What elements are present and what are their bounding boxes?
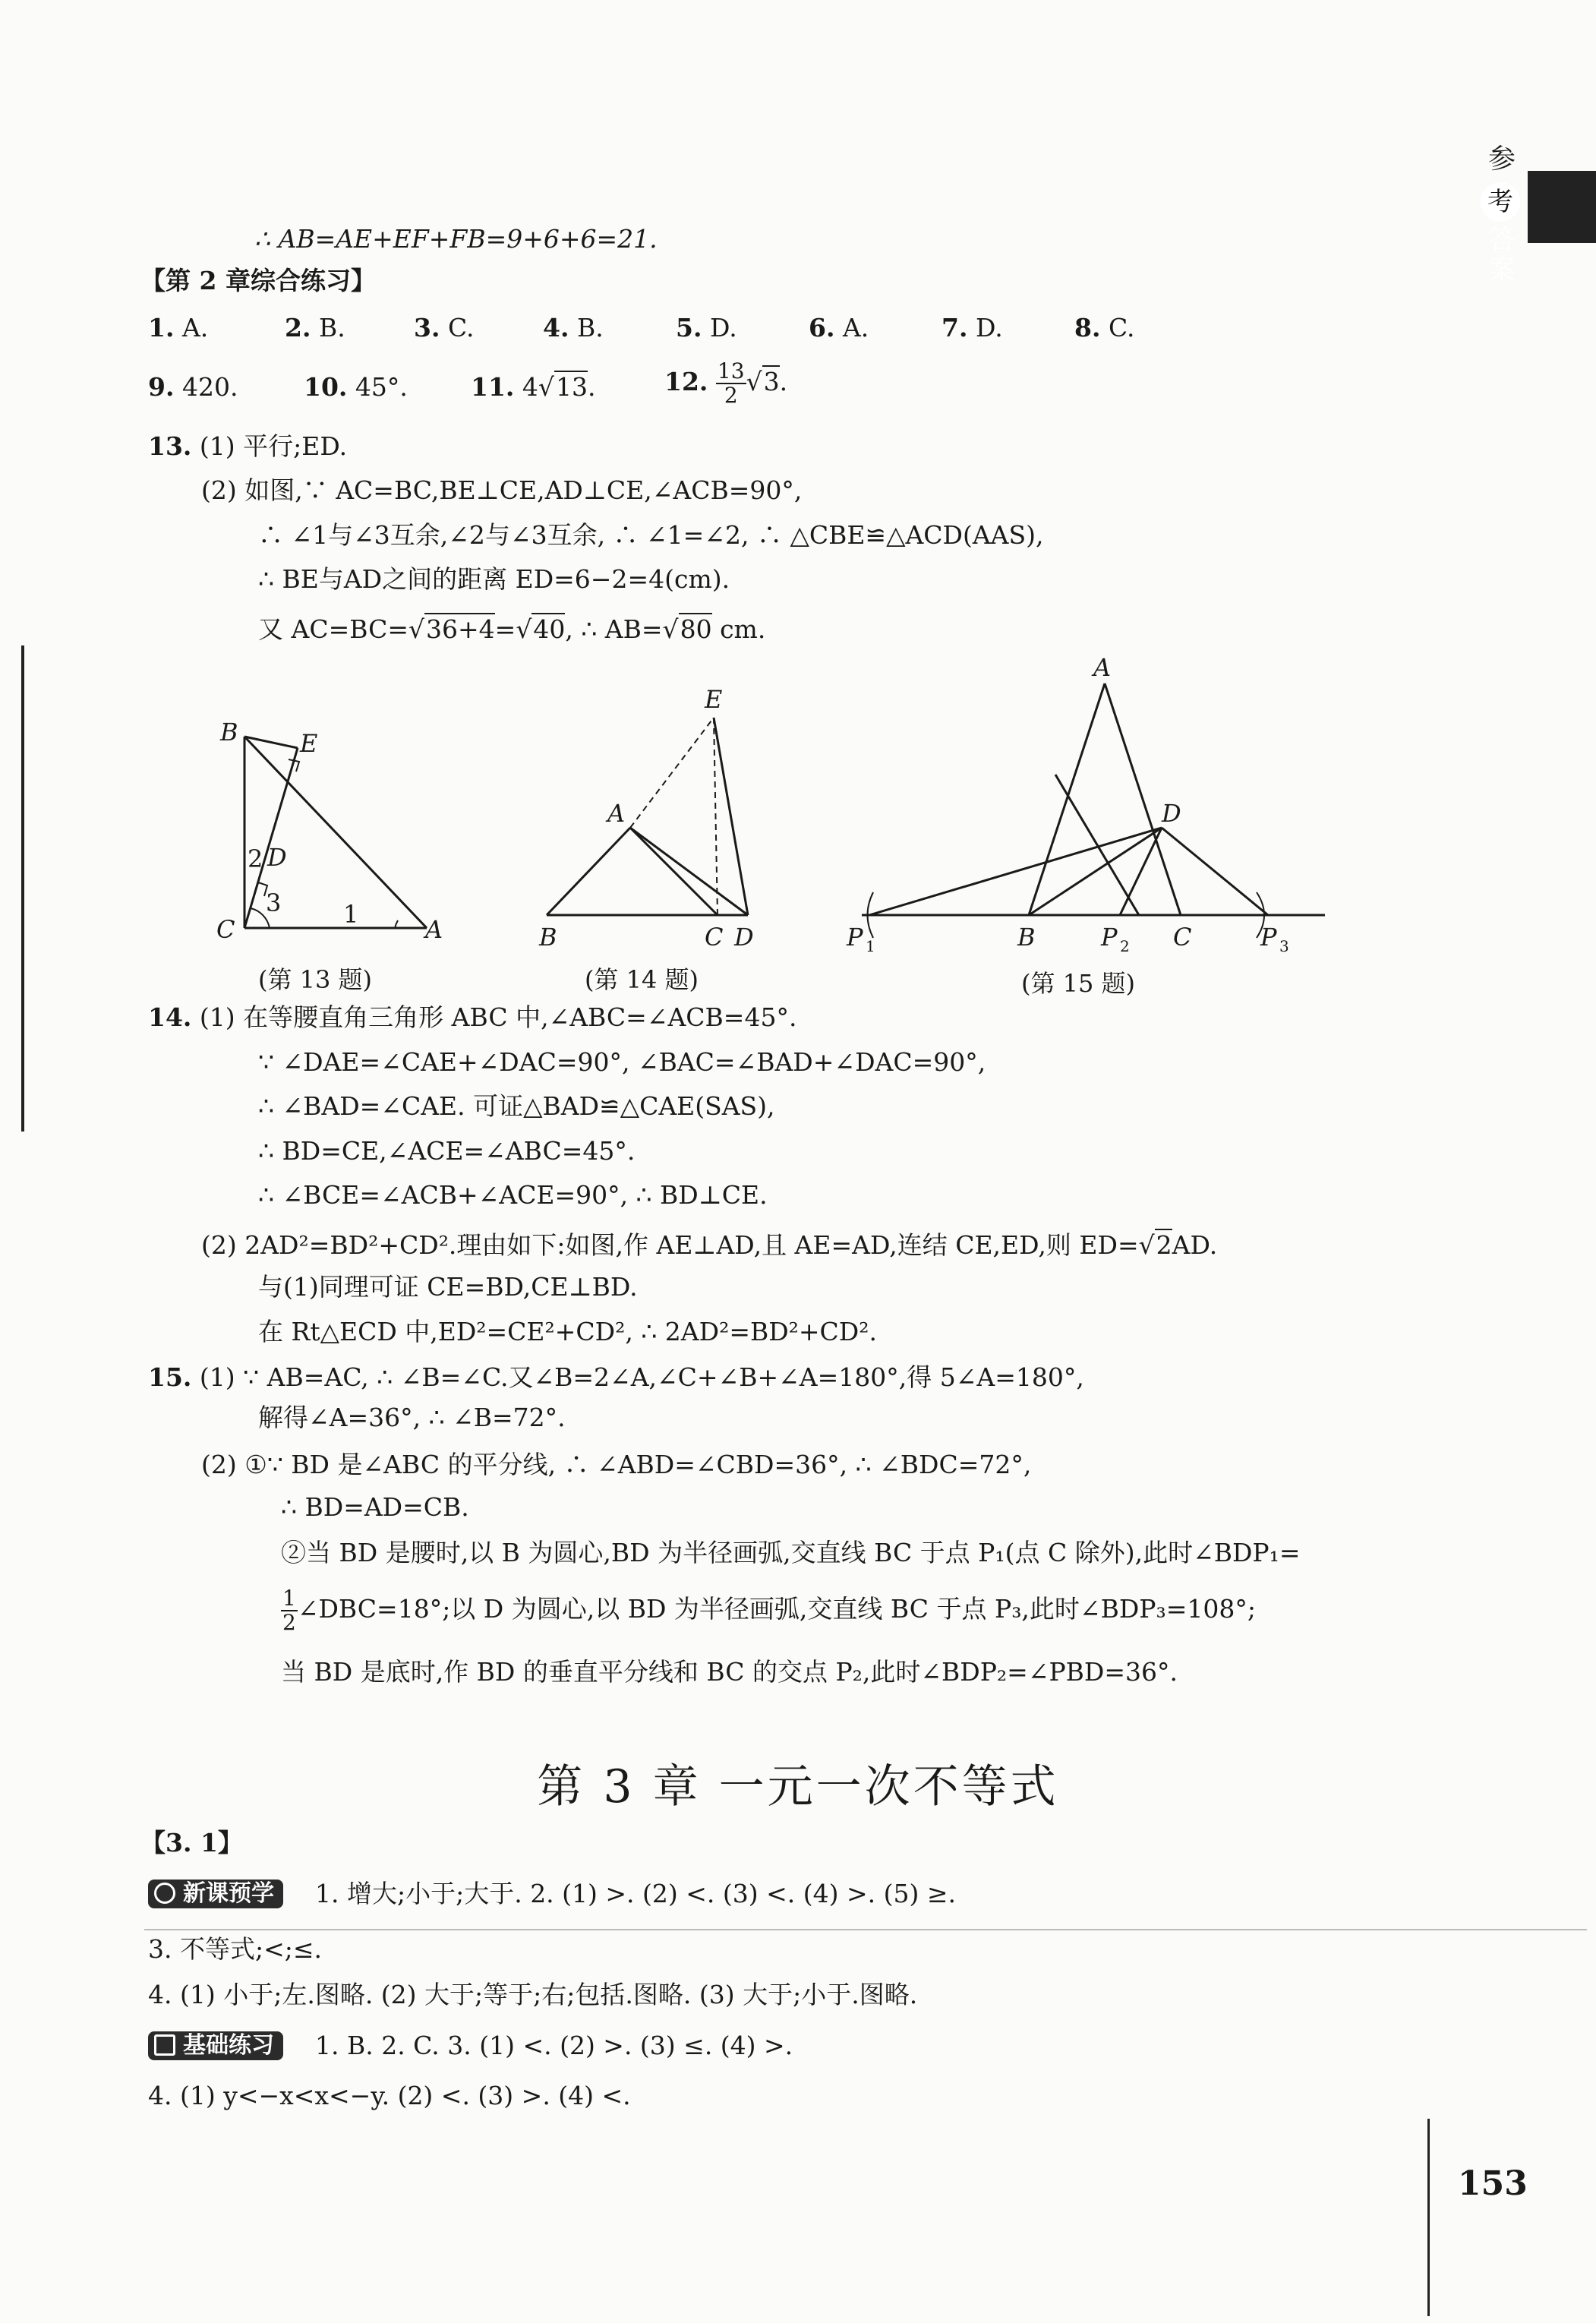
mc-answer: B. <box>318 313 345 342</box>
label-P2-sub: 2 <box>1120 937 1130 955</box>
label-C: C <box>705 923 724 952</box>
side-char-1: 参 <box>1488 144 1516 175</box>
mc-answer: B. <box>576 313 604 342</box>
q15-line1 <box>148 1361 1084 1394</box>
q12-numerator: 13 <box>717 358 745 383</box>
q15-fraction <box>281 1587 298 1634</box>
side-tab <box>1528 171 1596 243</box>
q14-line7: 与(1)同理可证 CE=BD,CE⊥BD. <box>258 1272 638 1302</box>
label-B: B <box>220 718 238 746</box>
q15-numerator: 1 <box>282 1586 296 1611</box>
mc-answer: D. <box>709 313 737 342</box>
mc-answer: C. <box>447 313 475 342</box>
label-P1-sub: 1 <box>866 937 875 955</box>
q15-line7: 当 BD 是底时,作 BD 的垂直平分线和 BC 的交点 P₂,此时∠BDP₂=∠PBD=36°. <box>281 1657 1178 1687</box>
q12-denominator: 2 <box>724 383 738 408</box>
mc-num: 7. <box>942 313 968 342</box>
caption-13: (第 13 题) <box>258 965 373 994</box>
q15-line6 <box>281 1587 1256 1634</box>
label-A: A <box>607 799 626 828</box>
side-char-3: 答 <box>1488 224 1516 255</box>
label-A: A <box>1093 653 1112 682</box>
label-P2: P <box>1101 923 1118 952</box>
q14-line6: (2) 2AD²=BD²+CD².理由如下:如图,作 AE⊥AD,且 AE=AD,连结 CE,ED,则 ED=√2AD. <box>201 1230 1218 1260</box>
s31-line2: 3. 不等式;<;≤. <box>148 1934 323 1964</box>
mc-num: 6. <box>809 313 835 342</box>
q13-l5-radicand2: 40 <box>533 614 566 644</box>
mc-num: 5. <box>676 313 702 342</box>
q14-line8: 在 Rt△ECD 中,ED²=CE²+CD², ∴ 2AD²=BD²+CD². <box>258 1317 877 1346</box>
label-C: C <box>216 915 235 944</box>
q11-num: 11. <box>471 372 515 402</box>
q14-line2: ∵ ∠DAE=∠CAE+∠DAC=90°, ∠BAC=∠BAD+∠DAC=90°, <box>258 1047 986 1077</box>
q15-line3: (2) ①∵ BD 是∠ABC 的平分线, ∴ ∠ABD=∠CBD=36°, ∴ ∠BDC=72°, <box>201 1450 1032 1479</box>
mc-answer: A. <box>181 313 209 342</box>
section-3-1: 【3. 1】 <box>140 1828 243 1857</box>
s31-line3: 4. (1) 小于;左.图略. (2) 大于;等于;右;包括.图略. (3) 大于;小于.图略. <box>148 1980 918 2009</box>
label-P3-sub: 3 <box>1279 937 1289 955</box>
mc-answer: D. <box>975 313 1003 342</box>
badge-basic-label: 基础练习 <box>183 2032 274 2059</box>
mc-num: 2. <box>285 313 311 342</box>
chapter-title: 第 3 章 一元一次不等式 <box>537 1760 1059 1813</box>
caption-15: (第 15 题) <box>1021 969 1136 998</box>
q13-num: 13. <box>148 431 192 461</box>
q12-num: 12. <box>664 367 708 396</box>
angle-1: 1 <box>343 900 359 929</box>
label-B: B <box>539 923 557 952</box>
label-D: D <box>1162 799 1181 828</box>
label-P1: P <box>847 923 863 952</box>
q14-line5: ∴ ∠BCE=∠ACB+∠ACE=90°, ∴ BD⊥CE. <box>258 1180 768 1210</box>
q10-answer: 45°. <box>355 372 408 402</box>
badge-basic <box>148 2031 283 2060</box>
mc-num: 1. <box>148 313 175 342</box>
label-E: E <box>300 729 318 758</box>
mc-answer: A. <box>842 313 869 342</box>
q15-num: 15. <box>148 1362 192 1392</box>
mc-num: 3. <box>414 313 440 342</box>
side-char-2: 考 <box>1481 182 1520 222</box>
label-C: C <box>1173 923 1192 952</box>
page-number: 153 <box>1458 2164 1528 2203</box>
caption-14: (第 14 题) <box>585 965 699 994</box>
q11-coef: 4 <box>522 372 538 402</box>
q14-line3: ∴ ∠BAD=∠CAE. 可证△BAD≌△CAE(SAS), <box>258 1091 775 1121</box>
figures <box>0 653 1367 957</box>
mc-num: 8. <box>1074 313 1101 342</box>
section-title-ch2: 【第 2 章综合练习】 <box>140 266 376 295</box>
label-E: E <box>705 685 723 714</box>
badge-preview-label: 新课预学 <box>183 1880 274 1907</box>
q14-part1: (1) 在等腰直角三角形 ABC 中,∠ABC=∠ACB=45°. <box>199 1002 797 1032</box>
angle-2: 2 <box>248 844 263 873</box>
figure-14-labels <box>538 685 754 952</box>
mc-answer: C. <box>1108 313 1135 342</box>
top-line: ∴ AB=AE+EF+FB=9+6+6=21. <box>254 224 658 254</box>
q13-line5: 又 AC=BC=√36+4=√40, ∴ AB=√80 cm. <box>258 614 766 644</box>
q15-line2: 解得∠A=36°, ∴ ∠B=72°. <box>258 1403 566 1432</box>
q12-radicand: 3 <box>763 367 780 396</box>
q13-line3: ∴ ∠1与∠3互余,∠2与∠3互余, ∴ ∠1=∠2, ∴ △CBE≌△ACD(AAS), <box>258 520 1044 550</box>
s31-line4: 1. B. 2. C. 3. (1) <. (2) >. (3) ≤. (4) >. <box>315 2031 793 2060</box>
q13-l5-unit: cm. <box>711 614 766 644</box>
q13-l5-radicand3: 80 <box>680 614 712 644</box>
q13-l5-text: 又 AC=BC= <box>258 614 408 644</box>
page-bar <box>1427 2119 1430 2316</box>
q14-num: 14. <box>148 1002 192 1032</box>
s31-line1: 1. 增大;小于;大于. 2. (1) >. (2) <. (3) <. (4) >. (5) ≥. <box>315 1879 956 1908</box>
q13-l5-radicand1: 36+4 <box>426 614 495 644</box>
figure-15-labels <box>846 653 1289 955</box>
q14-line4: ∴ BD=CE,∠ACE=∠ABC=45°. <box>258 1136 636 1166</box>
label-D: D <box>267 843 287 872</box>
q14-l6-radicand: 2 <box>1156 1230 1172 1260</box>
divider <box>144 1929 1587 1930</box>
label-D: D <box>734 923 754 952</box>
q14-line1 <box>148 1001 796 1034</box>
q15-line4: ∴ BD=AD=CB. <box>281 1492 469 1522</box>
q9-answer: 420. <box>181 372 238 402</box>
q15-part1: (1) ∵ AB=AC, ∴ ∠B=∠C.又∠B=2∠A,∠C+∠B+∠A=180°,得 5∠A=180°, <box>199 1362 1084 1392</box>
side-char-4: 案 <box>1488 254 1516 286</box>
q11-radicand: 13 <box>555 372 588 402</box>
q9-num: 9. <box>148 372 175 402</box>
q10-num: 10. <box>304 372 348 402</box>
mc-num: 4. <box>543 313 569 342</box>
q15-l6-text: ∠DBC=18°;以 D 为圆心,以 BD 为半径画弧,交直线 BC 于点 P₃,此时∠BDP₃=108°; <box>297 1594 1256 1624</box>
s31-line5: 4. (1) y<−x<x<−y. (2) <. (3) >. (4) <. <box>148 2081 631 2110</box>
q12-fraction <box>716 360 746 407</box>
q14-l6-end: AD. <box>1172 1230 1218 1260</box>
q14-l6-text: (2) 2AD²=BD²+CD².理由如下:如图,作 AE⊥AD,且 AE=AD,连结 CE,ED,则 ED= <box>201 1230 1139 1260</box>
q13-part1: (1) 平行;ED. <box>199 431 348 461</box>
q13-line2: (2) 如图,∵ AC=BC,BE⊥CE,AD⊥CE,∠ACB=90°, <box>201 475 803 505</box>
book-icon <box>154 2034 175 2056</box>
figure-14 <box>547 718 748 915</box>
q15-line5: ②当 BD 是腰时,以 B 为圆心,BD 为半径画弧,交直线 BC 于点 P₁(点 C 除外),此时∠BDP₁= <box>281 1538 1301 1567</box>
q13-line1 <box>148 430 347 463</box>
clock-icon <box>154 1883 175 1904</box>
label-A: A <box>425 915 443 944</box>
badge-preview <box>148 1880 283 1908</box>
label-B: B <box>1017 923 1036 952</box>
q13-line4: ∴ BE与AD之间的距离 ED=6−2=4(cm). <box>258 564 730 594</box>
q13-l5-text2: , ∴ AB= <box>565 614 663 644</box>
label-P3: P <box>1260 923 1277 952</box>
q13-l5-eq: = <box>494 614 516 644</box>
figure-15 <box>862 683 1325 938</box>
angle-3: 3 <box>266 888 282 917</box>
q15-denominator: 2 <box>282 1610 296 1635</box>
